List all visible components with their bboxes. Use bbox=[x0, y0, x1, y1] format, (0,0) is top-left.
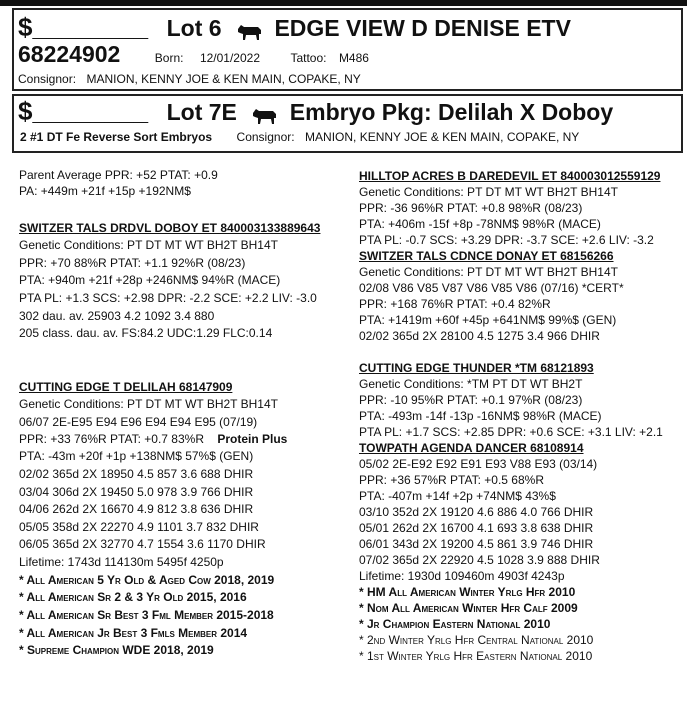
dos-pta: PTA: +1419m +60f +45p +641NM$ 99%$ (GEN) bbox=[359, 313, 617, 327]
tattoo-label: Tattoo: bbox=[290, 51, 327, 65]
dod-record-3: 06/01 343d 2X 19200 4.5 861 3.9 746 DHIR bbox=[359, 537, 594, 551]
tattoo-value: M486 bbox=[338, 51, 369, 65]
dam-record-1: 02/02 365d 2X 18950 4.5 857 3.6 688 DHIR bbox=[19, 467, 254, 481]
lot-6-consignor-row bbox=[18, 70, 361, 88]
dam-ppr bbox=[19, 432, 287, 447]
cow-icon bbox=[236, 22, 264, 42]
dam-record-5: 06/05 365d 2X 32770 4.7 1554 3.6 1170 DHIR bbox=[19, 537, 266, 551]
dam-pta: PTA: -43m +20f +1p +138NM$ 57%$ (GEN) bbox=[19, 449, 254, 463]
protein-plus-badge: Protein Plus bbox=[217, 432, 288, 446]
sire-pta-pl: PTA PL: +1.3 SCS: +2.98 DPR: -2.2 SCE: +2.2 LIV: -3.0 bbox=[19, 291, 317, 305]
sire-pta: PTA: +940m +21f +28p +246NM$ 94%R (MACE) bbox=[19, 273, 281, 287]
dos-record: 02/02 365d 2X 28100 4.5 1275 3.4 966 DHIR bbox=[359, 329, 600, 343]
dod-award-1: * HM All American Winter Yrlg Hfr 2010 bbox=[359, 585, 576, 599]
consignor-name: MANION, KENNY JOE & KEN MAIN, COPAKE, NY bbox=[305, 130, 580, 144]
dod-record-1: 03/10 352d 2X 19120 4.6 886 4.0 766 DHIR bbox=[359, 505, 594, 519]
dam-award-4: * All American Jr Best 3 Fmls Member 2014 bbox=[19, 626, 248, 640]
dod-award-5: * 1st Winter Yrlg Hfr Eastern National 2010 bbox=[359, 649, 593, 663]
sos-pta: PTA: +406m -15f +8p -78NM$ 98%R (MACE) bbox=[359, 217, 601, 231]
dam-award-5: * Supreme Champion WDE 2018, 2019 bbox=[19, 643, 214, 657]
consignor-label: Consignor: bbox=[18, 72, 77, 86]
cow-icon bbox=[251, 106, 279, 126]
dod-ppr: PPR: +36 57%R PTAT: +0.5 68%R bbox=[359, 473, 544, 487]
lot-6-reg-row bbox=[18, 41, 369, 68]
top-rule bbox=[0, 0, 687, 6]
dam-award-2: * All American Sr 2 & 3 Yr Old 2015, 2016 bbox=[19, 590, 247, 604]
parent-average: Parent Average PPR: +52 PTAT: +0.9 bbox=[19, 168, 218, 182]
dam-record-4: 05/05 358d 2X 22270 4.9 1101 3.7 832 DHIR bbox=[19, 520, 259, 534]
lot-6-header-box bbox=[12, 8, 683, 91]
lot-6-animal-name: EDGE VIEW D DENISE ETV bbox=[274, 15, 571, 41]
sire-heading: SWITZER TALS DRDVL DOBOY ET 840003133889643 bbox=[19, 221, 321, 235]
dod-record-2: 05/01 262d 2X 16700 4.1 693 3.8 638 DHIR bbox=[359, 521, 594, 535]
lot-6-price-blank: $________ bbox=[18, 12, 149, 42]
lot-7e-package-name: Embryo Pkg: Delilah X Doboy bbox=[289, 99, 614, 125]
lot-7e-price-blank: $________ bbox=[18, 96, 149, 126]
sire-dau-av: 302 dau. av. 25903 4.2 1092 3.4 880 bbox=[19, 309, 215, 323]
dam-heading: CUTTING EDGE T DELILAH 68147909 bbox=[19, 380, 233, 394]
dam-of-dam-heading: TOWPATH AGENDA DANCER 68108914 bbox=[359, 441, 584, 455]
dam-lifetime: Lifetime: 1743d 114130m 5495f 4250p bbox=[19, 555, 224, 569]
sire-of-dam-heading: CUTTING EDGE THUNDER *TM 68121893 bbox=[359, 361, 594, 375]
sire-class-dau-av: 205 class. dau. av. FS:84.2 UDC:1.29 FLC:0.14 bbox=[19, 326, 273, 340]
sire-of-sire-heading: HILLTOP ACRES B DAREDEVIL ET 840003012559129 bbox=[359, 169, 661, 183]
lot-6-reg-number: 68224902 bbox=[18, 41, 121, 67]
dod-classification: 05/02 2E-E92 E92 E91 E93 V88 E93 (03/14) bbox=[359, 457, 598, 471]
dam-classification: 06/07 2E-E95 E94 E96 E94 E94 E95 (07/19) bbox=[19, 415, 258, 429]
lot-7e-desc-row bbox=[20, 128, 579, 146]
dos-genetic-conditions: Genetic Conditions: PT DT MT WT BH2T BH14T bbox=[359, 265, 618, 279]
sire-genetic-conditions: Genetic Conditions: PT DT MT WT BH2T BH14T bbox=[19, 238, 278, 252]
dam-award-3: * All American Sr Best 3 Fml Member 2015-2018 bbox=[19, 608, 274, 622]
sod-pta-pl: PTA PL: +1.7 SCS: +2.85 DPR: +0.6 SCE: +3.1 LIV: +2.1 bbox=[359, 425, 663, 439]
dam-record-2: 03/04 306d 2X 19450 5.0 978 3.9 766 DHIR bbox=[19, 485, 254, 499]
born-date: 12/01/2022 bbox=[199, 51, 260, 65]
consignor-label: Consignor: bbox=[236, 130, 295, 144]
lot-6-number: Lot 6 bbox=[166, 15, 222, 41]
sod-pta: PTA: -493m -14f -13p -16NM$ 98%R (MACE) bbox=[359, 409, 602, 423]
embryo-description: 2 #1 DT Fe Reverse Sort Embryos bbox=[20, 130, 213, 144]
dod-pta: PTA: -407m +14f +2p +74NM$ 43%$ bbox=[359, 489, 556, 503]
sos-pta-pl: PTA PL: -0.7 SCS: +3.29 DPR: -3.7 SCE: +2.6 LIV: -3.2 bbox=[359, 233, 654, 247]
dam-genetic-conditions: Genetic Conditions: PT DT MT WT BH2T BH14T bbox=[19, 397, 278, 411]
sos-ppr: PPR: -36 96%R PTAT: +0.8 98%R (08/23) bbox=[359, 201, 583, 215]
dam-award-1: * All American 5 Yr Old & Aged Cow 2018, 2019 bbox=[19, 573, 275, 587]
dod-award-4: * 2nd Winter Yrlg Hfr Central National 2010 bbox=[359, 633, 594, 647]
lot-7e-header-box bbox=[12, 94, 683, 153]
sod-genetic-conditions: Genetic Conditions: *TM PT DT WT BH2T bbox=[359, 377, 583, 391]
sos-genetic-conditions: Genetic Conditions: PT DT MT WT BH2T BH14T bbox=[359, 185, 618, 199]
sire-ppr: PPR: +70 88%R PTAT: +1.1 92%R (08/23) bbox=[19, 256, 246, 270]
dod-award-3: * Jr Champion Eastern National 2010 bbox=[359, 617, 551, 631]
dam-record-3: 04/06 262d 2X 16670 4.9 812 3.8 636 DHIR bbox=[19, 502, 254, 516]
sod-ppr: PPR: -10 95%R PTAT: +0.1 97%R (08/23) bbox=[359, 393, 583, 407]
dod-award-2: * Nom All American Winter Hfr Calf 2009 bbox=[359, 601, 578, 615]
dod-record-4: 07/02 365d 2X 22920 4.5 1028 3.9 888 DHIR bbox=[359, 553, 600, 567]
parent-average-pa: PA: +449m +21f +15p +192NM$ bbox=[19, 184, 191, 198]
dos-classification: 02/08 V86 V85 V87 V86 V85 V86 (07/16) *CERT* bbox=[359, 281, 624, 295]
lot-7e-number: Lot 7E bbox=[166, 99, 237, 125]
lot-6-title-row bbox=[18, 12, 571, 43]
dam-ppr-values: PPR: +33 76%R PTAT: +0.7 83%R bbox=[19, 432, 204, 446]
born-label: Born: bbox=[154, 51, 184, 65]
dod-lifetime: Lifetime: 1930d 109460m 4903f 4243p bbox=[359, 569, 565, 583]
lot-7e-title-row bbox=[18, 96, 613, 127]
dos-ppr: PPR: +168 76%R PTAT: +0.4 82%R bbox=[359, 297, 551, 311]
consignor-name: MANION, KENNY JOE & KEN MAIN, COPAKE, NY bbox=[86, 72, 361, 86]
dam-of-sire-heading: SWITZER TALS CDNCE DONAY ET 68156266 bbox=[359, 249, 614, 263]
